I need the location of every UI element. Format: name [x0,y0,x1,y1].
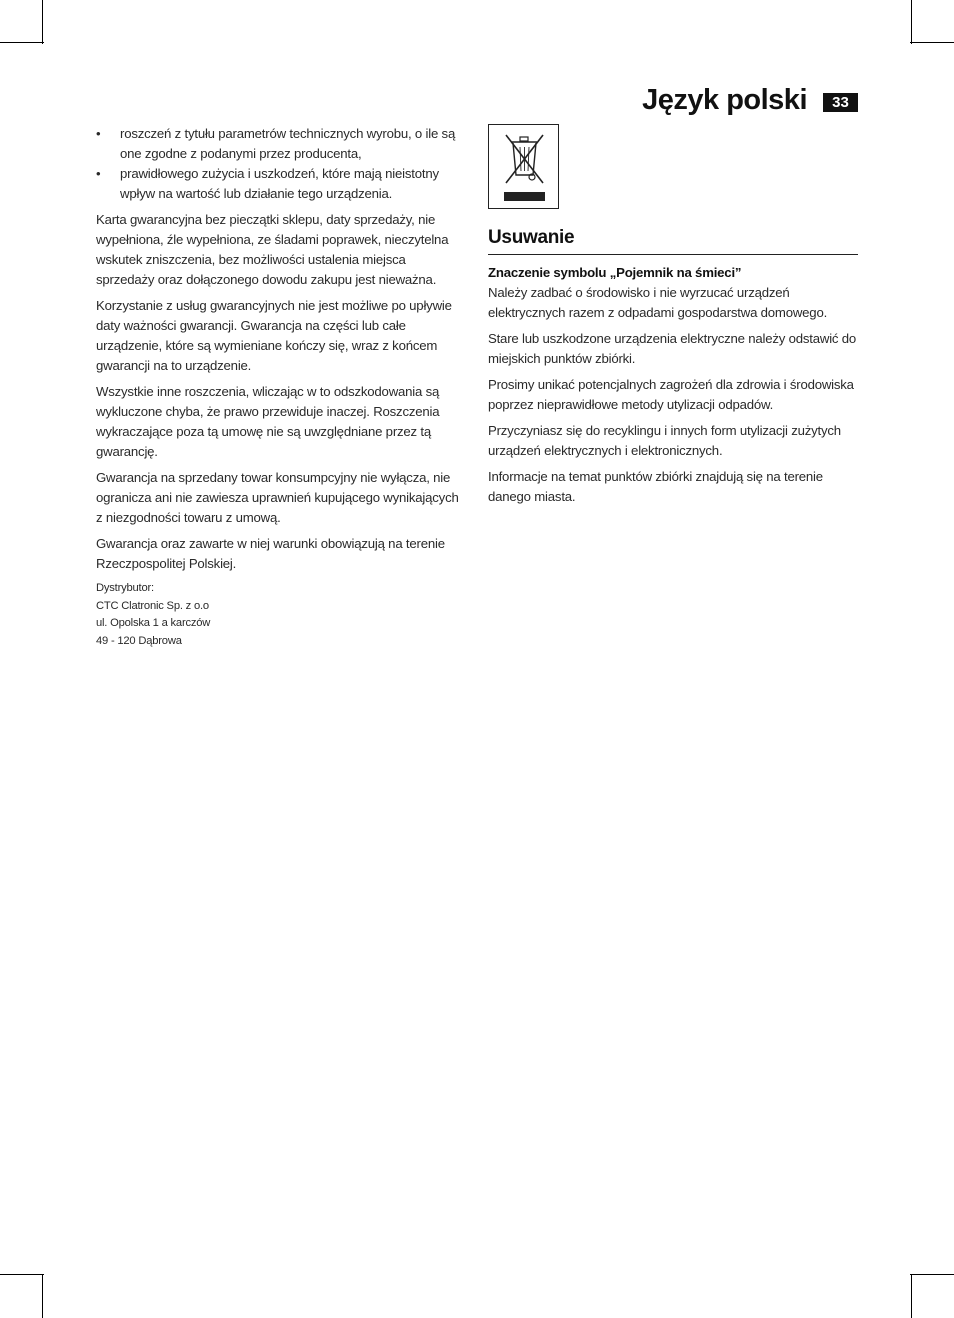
crossed-out-wheelie-bin-icon [488,124,559,209]
bullet-icon: • [96,126,101,141]
section-title: Usuwanie [488,226,858,255]
crop-mark [0,42,44,43]
list-item-text: prawidłowego zużycia i uszkodzeń, które mają nieistotny wpływ na wartość lub działanie tego urządzenia. [120,166,439,201]
page-number-badge: 33 [823,93,858,112]
distributor-label: Dystrybutor: [96,582,154,594]
paragraph: Korzystanie z usług gwarancyjnych nie jest możliwe po upływie daty ważności gwarancji. Gwarancja na części lub całe urządzenie, które są wymieniane kończy się, wraz z końcem gwarancji na to urządzenie. [96,298,452,373]
list-item-text: roszczeń z tytułu parametrów technicznych wyrobu, o ile są one zgodne z podanymi przez producenta, [120,126,456,161]
crop-mark [42,0,43,44]
crop-mark [911,0,912,44]
list-item [96,164,466,204]
paragraph: Gwarancja na sprzedany towar konsumpcyjny nie wyłącza, nie ogranicza ani nie zawiesza uprawnień kupującego wynikających z niezgodności towaru z umową. [96,470,459,525]
list-item [96,124,466,164]
distributor-block [96,580,466,650]
bullet-icon: • [96,166,101,181]
paragraph: Wszystkie inne roszczenia, wliczając w to odszkodowania są wykluczone chyba, że prawo przewiduje inaczej. Roszczenia wykraczające poza tą umowę nie są uwzględniane przez tą gwarancję. [96,384,440,459]
page-title: Język polski [642,84,807,116]
paragraph: Prosimy unikać potencjalnych zagrożeń dla zdrowia i środowiska poprzez nieprawidłowe metody utylizacji odpadów. [488,377,854,412]
left-column [96,124,466,650]
paragraph: Przyczyniasz się do recyklingu i innych form utylizacji zużytych urządzeń elektrycznych i elektronicznych. [488,423,841,458]
distributor-street: ul. Opolska 1 a karczów [96,617,211,629]
right-column [488,124,858,513]
crop-mark [910,42,954,43]
paragraph: Informacje na temat punktów zbiórki znajdują się na terenie danego miasta. [488,469,823,504]
bullet-list [96,124,466,204]
distributor-city: 49 - 120 Dąbrowa [96,634,182,647]
paragraph: Należy zadbać o środowisko i nie wyrzucać urządzeń elektrycznych razem z odpadami gospodarstwa domowego. [488,285,828,320]
crop-mark [910,1274,954,1275]
paragraph: Stare lub uszkodzone urządzenia elektryczne należy odstawić do miejskich punktów zbiórki. [488,331,857,366]
crop-mark [0,1274,44,1275]
subheading: Znaczenie symbolu „Pojemnik na śmieci” [488,265,742,280]
paragraph: Gwarancja oraz zawarte w niej warunki obowiązują na terenie Rzeczpospolitej Polskiej. [96,536,445,571]
crop-mark [911,1274,912,1318]
crop-mark [42,1274,43,1318]
distributor-name: CTC Clatronic Sp. z o.o [96,599,209,612]
paragraph: Karta gwarancyjna bez pieczątki sklepu, daty sprzedaży, nie wypełniona, źle wypełniona, ze śladami poprawek, nieczytelna wskutek zniszczenia, bez możliwości ustalenia miejsca sprzedaży oraz dołączonego dowodu zakupu jest nieważna. [96,212,449,287]
